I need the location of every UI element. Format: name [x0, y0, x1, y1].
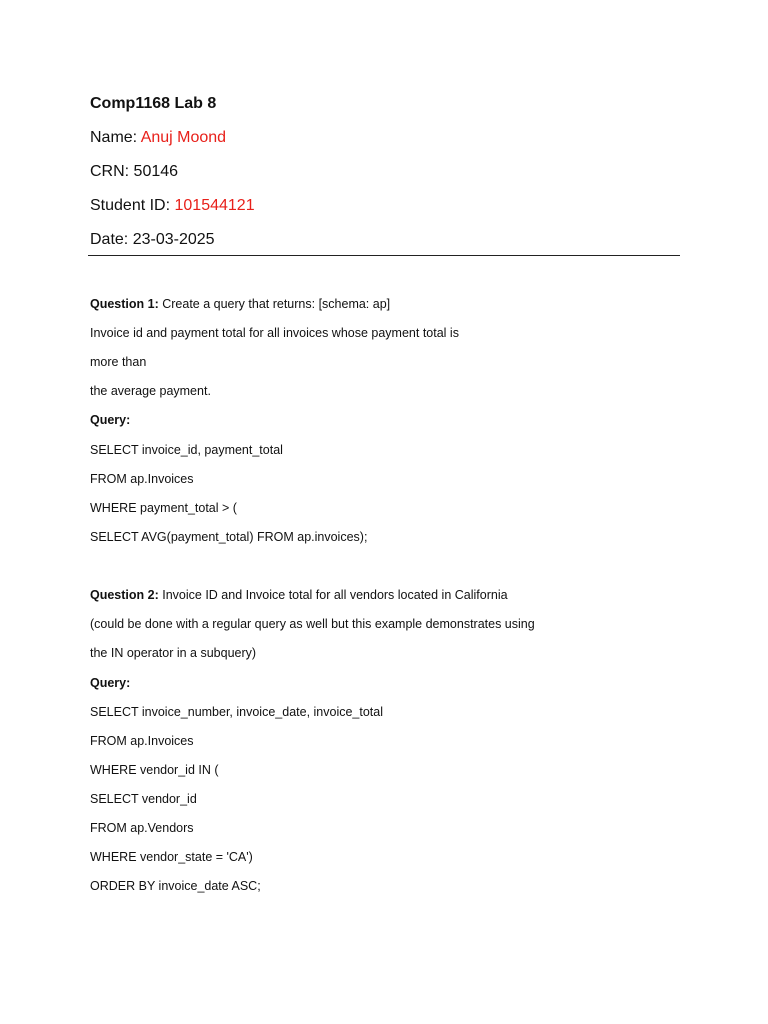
question-1-heading — [90, 296, 390, 312]
query-1-line: SELECT invoice_id, payment_total — [90, 443, 283, 457]
question-1-line: the average payment. — [90, 384, 211, 398]
question-1-line: Invoice id and payment total for all invoices whose payment total is — [90, 326, 459, 340]
question-2-label: Question 2: — [90, 588, 159, 602]
query-2-line: WHERE vendor_id IN ( — [90, 763, 219, 777]
question-2-query-label: Query: — [90, 676, 131, 690]
query-1-line: WHERE payment_total > ( — [90, 501, 237, 515]
question-2-line: (could be done with a regular query as well but this example demonstrates using — [90, 617, 535, 631]
query-2-line: SELECT invoice_number, invoice_date, invoice_total — [90, 705, 383, 719]
header-divider — [88, 255, 680, 256]
crn-line: CRN: 50146 — [90, 163, 179, 180]
student-id-line — [90, 196, 255, 216]
question-2-text: Invoice ID and Invoice total for all vendors located in California — [158, 588, 508, 602]
student-id-value: 101544121 — [174, 197, 255, 214]
question-1-text: Create a query that returns: [schema: ap] — [158, 297, 391, 311]
query-2-line: FROM ap.Invoices — [90, 734, 194, 748]
query-2-line: ORDER BY invoice_date ASC; — [90, 879, 261, 893]
document-title: Comp1168 Lab 8 — [90, 95, 217, 112]
question-2-line: the IN operator in a subquery) — [90, 646, 257, 660]
name-value: Anuj Moond — [140, 129, 227, 146]
date-line: Date: 23-03-2025 — [90, 231, 215, 248]
question-1-query-label: Query: — [90, 413, 131, 427]
query-2-line: SELECT vendor_id — [90, 792, 197, 806]
name-label: Name: — [90, 129, 141, 146]
query-1-line: FROM ap.Invoices — [90, 472, 194, 486]
student-id-label: Student ID: — [90, 197, 175, 214]
name-line — [90, 128, 226, 148]
question-2-heading — [90, 587, 508, 603]
query-2-line: FROM ap.Vendors — [90, 821, 194, 835]
question-1-line: more than — [90, 355, 147, 369]
question-1-label: Question 1: — [90, 297, 159, 311]
query-2-line: WHERE vendor_state = 'CA') — [90, 850, 253, 864]
query-1-line: SELECT AVG(payment_total) FROM ap.invoices); — [90, 530, 368, 544]
